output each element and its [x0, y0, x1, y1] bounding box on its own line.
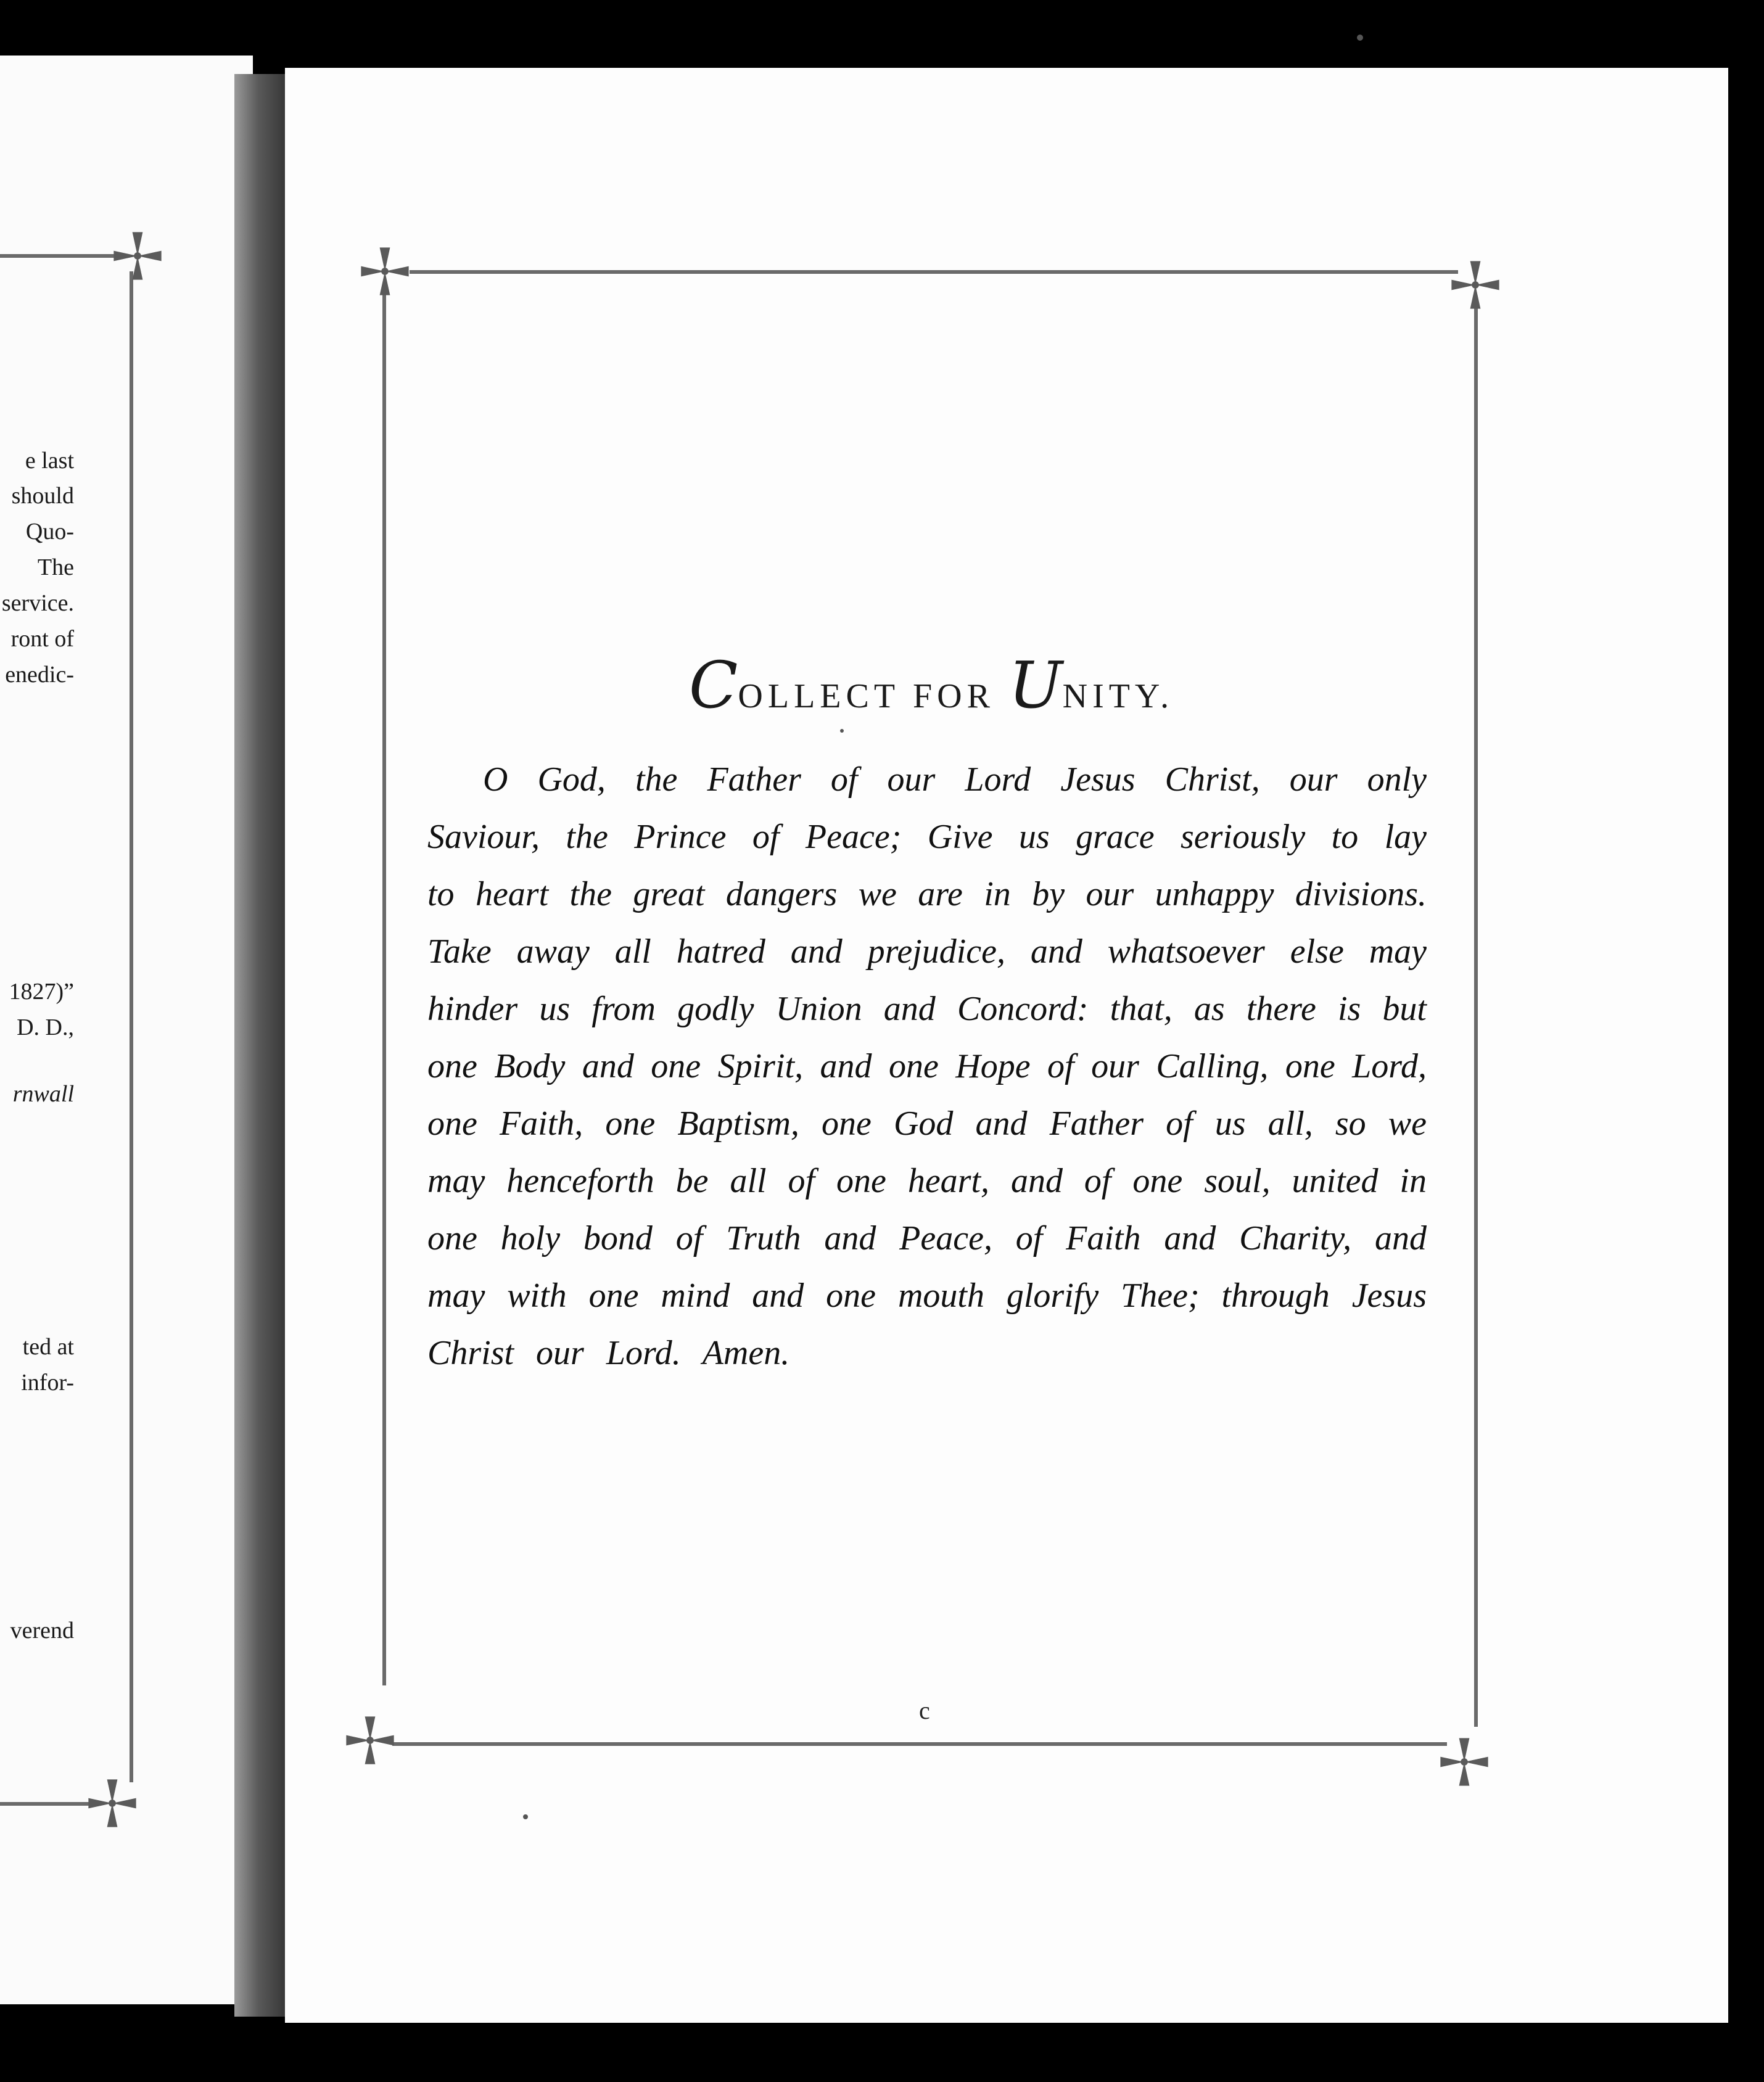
left-text-line: verend [10, 1618, 74, 1644]
left-text-line: Quo- [25, 519, 74, 545]
left-text-line: D. D., [17, 1014, 74, 1040]
page-title [654, 648, 1209, 723]
prayer-line: may henceforth be all of one heart, and of one soul, united in [427, 1162, 1427, 1200]
cross-pattee-icon [1438, 1736, 1490, 1788]
prayer-line: Christ our Lord. Amen. [427, 1334, 790, 1372]
title-text: NITY. [1062, 677, 1174, 715]
prayer-line: may with one mind and one mouth glorify Thee; through Jesus [427, 1277, 1427, 1315]
left-text-line: should [11, 483, 74, 509]
dust-speck [1357, 35, 1363, 41]
prayer-line: Take away all hatred and prejudice, and whatsoever else may [427, 932, 1427, 971]
prayer-line: hinder us from godly Union and Concord: that, as there is but [427, 990, 1427, 1028]
border-bottom [392, 1742, 1447, 1746]
cross-pattee-icon [86, 1777, 138, 1829]
left-page [0, 56, 253, 2004]
title-text: OLLECT FOR [738, 677, 1008, 715]
prayer-line: one Body and one Spirit, and one Hope of our Calling, one Lord, [427, 1047, 1427, 1085]
cross-pattee-icon [1449, 259, 1501, 311]
prayer-line: Saviour, the Prince of Peace; Give us grace seriously to lay [427, 818, 1427, 856]
prayer-line: one Faith, one Baptism, one God and Father of us all, so we [427, 1105, 1427, 1143]
prayer-line: O God, the Father of our Lord Jesus Christ, our only [483, 760, 1427, 799]
title-initial-c: C [688, 648, 738, 723]
cross-pattee-icon [112, 230, 163, 282]
left-text-line: enedic- [5, 662, 74, 688]
dust-speck [840, 729, 844, 733]
dust-speck [523, 1814, 528, 1819]
left-border-bottom [0, 1802, 93, 1806]
left-text-line: service. [1, 590, 74, 616]
left-border-right [130, 271, 133, 1782]
prayer-line: to heart the great dangers we are in by our unhappy divisions. [427, 875, 1427, 913]
left-text-line: e last [25, 448, 74, 474]
left-text-line: ted at [22, 1334, 74, 1360]
border-right [1474, 308, 1478, 1727]
prayer-line: one holy bond of Truth and Peace, of Faith and Charity, and [427, 1219, 1427, 1257]
signature-mark: c [919, 1697, 930, 1724]
border-top [410, 270, 1458, 274]
left-border-top [0, 254, 114, 258]
left-text-line: rnwall [12, 1081, 74, 1107]
cross-pattee-icon [344, 1714, 396, 1766]
border-left [382, 295, 386, 1685]
cross-pattee-icon [359, 245, 411, 297]
left-text-line: 1827)” [9, 979, 74, 1005]
collect-prayer-text [427, 751, 1427, 1382]
left-text-line: ront of [10, 626, 74, 652]
title-initial-u: U [1008, 648, 1063, 723]
left-text-line: infor- [21, 1370, 74, 1396]
left-text-line: The [37, 554, 74, 580]
